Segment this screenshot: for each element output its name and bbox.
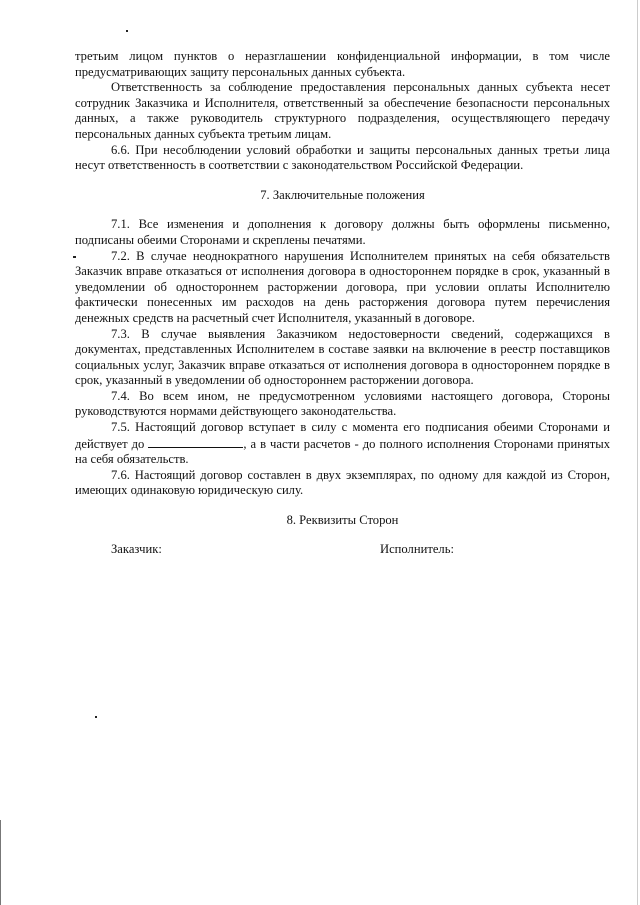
- paragraph-7-5-start: 7.5. Настоящий договор вступает в силу с момента его подписания обеими Сторонами и действует до: [75, 420, 610, 451]
- paragraph-7-2: 7.2. В случае неоднократного нарушения Исполнителем принятых на себя обязательств Заказчик вправе отказаться от исполнения договора в одностороннем порядке в срок, указанный в уведомлении об одностороннем расторжении договора, при условии оплаты Исполнителю фактически понесенных им расходов на день расторжения договора путем перечисления денежных средств на расчетный счет Исполнителя, указанный в договоре.: [75, 248, 610, 325]
- paragraph-7-4: 7.4. Во всем ином, не предусмотренном условиями настоящего договора, Стороны руководствуются нормами действующего законодательства.: [75, 388, 610, 419]
- paragraph-7-1: 7.1. Все изменения и дополнения к договору должны быть оформлены письменно, подписаны обеими Сторонами и скреплены печатями.: [75, 217, 610, 247]
- date-blank-line: [148, 436, 243, 448]
- paragraph-7-5-end: , а в части расчетов - до полного исполнения Сторонами принятых на себя обязательств.: [75, 436, 610, 467]
- document-body: [75, 49, 610, 529]
- paragraph-7-5: [75, 420, 610, 468]
- scan-speck: [73, 256, 76, 258]
- paragraph-responsibility: Ответственность за соблюдение предоставления персональных данных субъекта несет сотрудник Заказчика и Исполнителя, ответственный за обеспечение безопасности персональных данных, а также руководитель структурного подразделения, осуществляющего передачу персональных данных субъекта третьим лицам.: [75, 80, 610, 141]
- scan-speck: [126, 30, 128, 32]
- section-7-heading: 7. Заключительные положения: [260, 187, 425, 202]
- paragraph-7-3: 7.3. В случае выявления Заказчиком недостоверности сведений, содержащихся в документах, представленных Исполнителем в составе заявки на включение в реестр поставщиков социальных услуг, Заказчик вправе отказаться от исполнения договора в одностороннем порядке в срок, указанный в уведомлении об одностороннем расторжении договора.: [75, 326, 610, 388]
- section-8-heading: 8. Реквизиты Сторон: [286, 513, 399, 528]
- contractor-label: Исполнитель:: [380, 542, 454, 556]
- paragraph-7-6: 7.6. Настоящий договор составлен в двух экземплярах, по одному для каждой из Сторон, имеющих одинаковую юридическую силу.: [75, 467, 610, 498]
- customer-label: Заказчик:: [111, 542, 162, 556]
- scan-edge-line: [0, 820, 1, 905]
- paragraph-6-6: 6.6. При несоблюдении условий обработки и защиты персональных данных третьи лица несут ответственность в соответствии с законодательством Российской Федерации.: [75, 142, 610, 173]
- scan-edge-line: [637, 0, 638, 905]
- paragraph-continuation: третьим лицом пунктов о неразглашении конфиденциальной информации, в том числе предусматривающих защиту персональных данных субъекта.: [75, 49, 610, 79]
- scan-speck: [95, 716, 97, 718]
